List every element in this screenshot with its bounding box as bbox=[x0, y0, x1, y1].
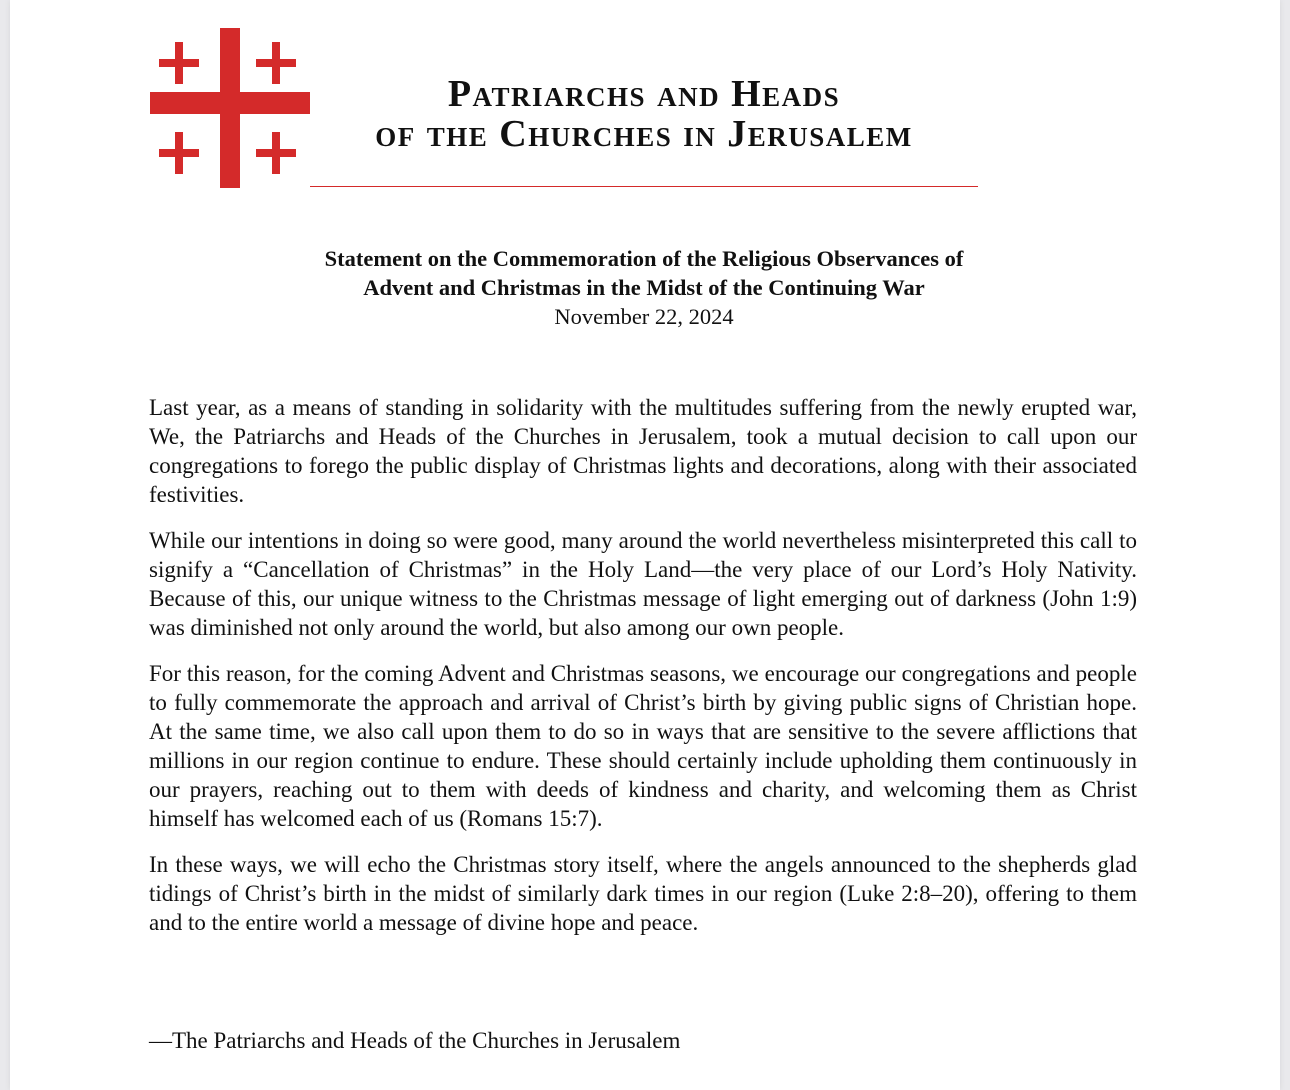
statement-title-line-1: Statement on the Commemoration of the Religious Observances of bbox=[324, 246, 964, 271]
jerusalem-cross-icon bbox=[150, 28, 310, 188]
statement-date: November 22, 2024 bbox=[554, 304, 734, 329]
statement-title bbox=[190, 244, 1098, 302]
body-paragraph-3: For this reason, for the coming Advent and Christmas seasons, we encourage our congregations and people to fully commemorate the approach and arrival of Christ’s birth by giving public signs of Christian hope. At the same time, we also call upon them to do so in ways that are sensitive to the severe afflictions that millions in our region continue to endure. These should certainly include upholding them continuously in our prayers, reaching out to them with deeds of kindness and charity, and welcoming them as Christ himself has welcomed each of us (Romans 15:7). bbox=[149, 661, 1137, 831]
body-paragraph-1: Last year, as a means of standing in solidarity with the multitudes suffering from the newly erupted war, We, the Patriarchs and Heads of the Churches in Jerusalem, took a mutual decision to call upon our congregations to forego the public display of Christmas lights and decorations, along with their associated festivities. bbox=[149, 395, 1137, 507]
organization-name-line-1: Patriarchs and Heads bbox=[447, 73, 841, 115]
signature: —The Patriarchs and Heads of the Churches in Jerusalem bbox=[149, 1028, 681, 1053]
header-divider bbox=[310, 186, 978, 187]
body-paragraph-4: In these ways, we will echo the Christmas story itself, where the angels announced to the shepherds glad tidings of Christ’s birth in the midst of similarly dark times in our region (Luke 2:8–20), offering to them and to the entire world a message of divine hope and peace. bbox=[149, 852, 1137, 935]
body-paragraph-2: While our intentions in doing so were good, many around the world nevertheless misinterpreted this call to signify a “Cancellation of Christmas” in the Holy Land—the very place of our Lord’s Holy Nativity. Because of this, our unique witness to the Christmas message of light emerging out of darkness (John 1:9) was diminished not only around the world, but also among our own people. bbox=[149, 528, 1137, 640]
statement-title-line-2: Advent and Christmas in the Midst of the Continuing War bbox=[363, 275, 925, 300]
organization-name-line-2: of the Churches in Jerusalem bbox=[375, 113, 913, 155]
document-page bbox=[10, 0, 1280, 1090]
organization-name bbox=[310, 74, 978, 154]
statement-body bbox=[149, 393, 1137, 954]
